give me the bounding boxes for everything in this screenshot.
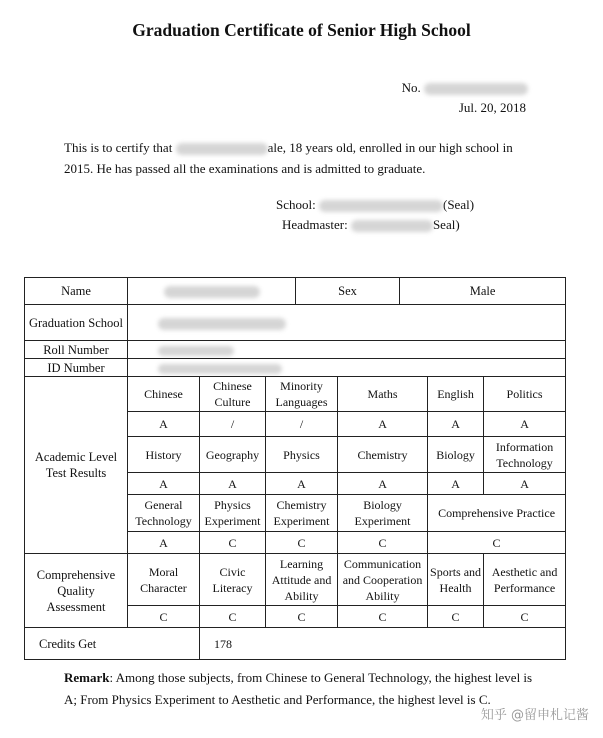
- credits-label: Credits Get: [25, 628, 200, 660]
- name-value-cell: [128, 278, 296, 305]
- grade-physics-experiment: C: [200, 532, 266, 554]
- redacted-graduation-school: [158, 318, 286, 330]
- certify-intro: This is to certify that: [64, 140, 173, 155]
- redacted-school-name: [319, 200, 443, 212]
- quality-sports-health: Sports and Health: [428, 554, 484, 606]
- grade-biology: A: [428, 473, 484, 495]
- headmaster-seal-note: Seal): [432, 217, 460, 232]
- quality-grade-learning-attitude: C: [266, 606, 338, 628]
- redacted-student-name: [176, 143, 268, 155]
- grade-chemistry: A: [338, 473, 428, 495]
- grade-chinese: A: [128, 412, 200, 437]
- subject-general-technology: General Technology: [128, 495, 200, 532]
- grade-history: A: [128, 473, 200, 495]
- certificate-number-label: No.: [401, 80, 421, 95]
- quality-grade-aesthetic-performance: C: [484, 606, 566, 628]
- subject-maths: Maths: [338, 377, 428, 412]
- redacted-name-value: [164, 286, 260, 298]
- grade-biology-experiment: C: [338, 532, 428, 554]
- sex-value: Male: [400, 278, 566, 305]
- redacted-headmaster-name: [351, 220, 433, 232]
- name-row: [25, 278, 566, 305]
- grade-minority-languages: /: [266, 412, 338, 437]
- subject-minority-languages: Minority Languages: [266, 377, 338, 412]
- roll-number-label: Roll Number: [25, 341, 128, 359]
- certify-body: ale, 18 years old, enrolled in our high school in 2015. He has passed all the examinations and is admitted to graduate.: [64, 140, 513, 176]
- academic-section-label: Academic Level Test Results: [25, 377, 128, 554]
- quality-moral-character: Moral Character: [128, 554, 200, 606]
- subject-politics: Politics: [484, 377, 566, 412]
- grade-comprehensive-practice: C: [428, 532, 566, 554]
- id-number-value-cell: [128, 359, 566, 377]
- roll-number-row: [25, 341, 566, 359]
- quality-aesthetic-performance: Aesthetic and Performance: [484, 554, 566, 606]
- quality-grade-sports-health: C: [428, 606, 484, 628]
- redacted-id-number: [158, 364, 282, 374]
- grade-general-technology: A: [128, 532, 200, 554]
- grade-physics: A: [266, 473, 338, 495]
- school-signature-label: School:: [276, 197, 316, 212]
- redacted-certificate-number: [424, 83, 528, 95]
- graduation-school-value-cell: [128, 305, 566, 341]
- quality-communication-cooperation: Communication and Cooperation Ability: [338, 554, 428, 606]
- grade-geography: A: [200, 473, 266, 495]
- school-row: [25, 305, 566, 341]
- subject-english: English: [428, 377, 484, 412]
- certificate-number: [402, 80, 528, 96]
- subject-biology: Biology: [428, 437, 484, 473]
- watermark: 知乎 @留申札记酱: [480, 708, 589, 723]
- grade-chinese-culture: /: [200, 412, 266, 437]
- headmaster-signature-label: Headmaster:: [282, 217, 348, 232]
- id-number-label: ID Number: [25, 359, 128, 377]
- redacted-roll-number: [158, 346, 234, 356]
- subject-biology-experiment: Biology Experiment: [338, 495, 428, 532]
- id-number-row: [25, 359, 566, 377]
- grade-politics: A: [484, 412, 566, 437]
- credits-value: 178: [200, 628, 566, 660]
- quality-grade-moral-character: C: [128, 606, 200, 628]
- subject-chemistry-experiment: Chemistry Experiment: [266, 495, 338, 532]
- subject-physics-experiment: Physics Experiment: [200, 495, 266, 532]
- quality-grade-communication-cooperation: C: [338, 606, 428, 628]
- quality-subjects-row: [25, 554, 566, 606]
- remark-text: : Among those subjects, from Chinese to General Technology, the highest level is A; From Physics Experiment to Aesthetic and Performance, the highest level is C.: [64, 670, 533, 707]
- quality-learning-attitude: Learning Attitude and Ability: [266, 554, 338, 606]
- subject-chemistry: Chemistry: [338, 437, 428, 473]
- grade-chemistry-experiment: C: [266, 532, 338, 554]
- headmaster-signature-line: [282, 217, 460, 233]
- document-title: Graduation Certificate of Senior High School: [132, 20, 471, 40]
- subject-chinese: Chinese: [128, 377, 200, 412]
- subject-information-technology: Information Technology: [484, 437, 566, 473]
- grade-english: A: [428, 412, 484, 437]
- roll-number-value-cell: [128, 341, 566, 359]
- subject-history: History: [128, 437, 200, 473]
- name-label: Name: [25, 278, 128, 305]
- quality-grade-civic-literacy: C: [200, 606, 266, 628]
- sex-label: Sex: [296, 278, 400, 305]
- school-signature-line: [276, 197, 474, 213]
- certify-paragraph: [64, 137, 534, 179]
- subject-comprehensive-practice: Comprehensive Practice: [428, 495, 566, 532]
- issue-date: Jul. 20, 2018: [458, 100, 526, 115]
- graduation-school-label: Graduation School: [25, 305, 128, 341]
- quality-section-label: Comprehensive Quality Assessment: [25, 554, 128, 628]
- academic-subjects-row-1: [25, 377, 566, 412]
- credits-row: [25, 628, 566, 660]
- remark-label: Remark: [64, 670, 110, 685]
- certificate-table: [24, 277, 566, 660]
- subject-physics: Physics: [266, 437, 338, 473]
- remark-paragraph: [64, 667, 534, 711]
- subject-geography: Geography: [200, 437, 266, 473]
- subject-chinese-culture: Chinese Culture: [200, 377, 266, 412]
- grade-information-technology: A: [484, 473, 566, 495]
- grade-maths: A: [338, 412, 428, 437]
- school-seal-note: (Seal): [442, 197, 475, 212]
- quality-civic-literacy: Civic Literacy: [200, 554, 266, 606]
